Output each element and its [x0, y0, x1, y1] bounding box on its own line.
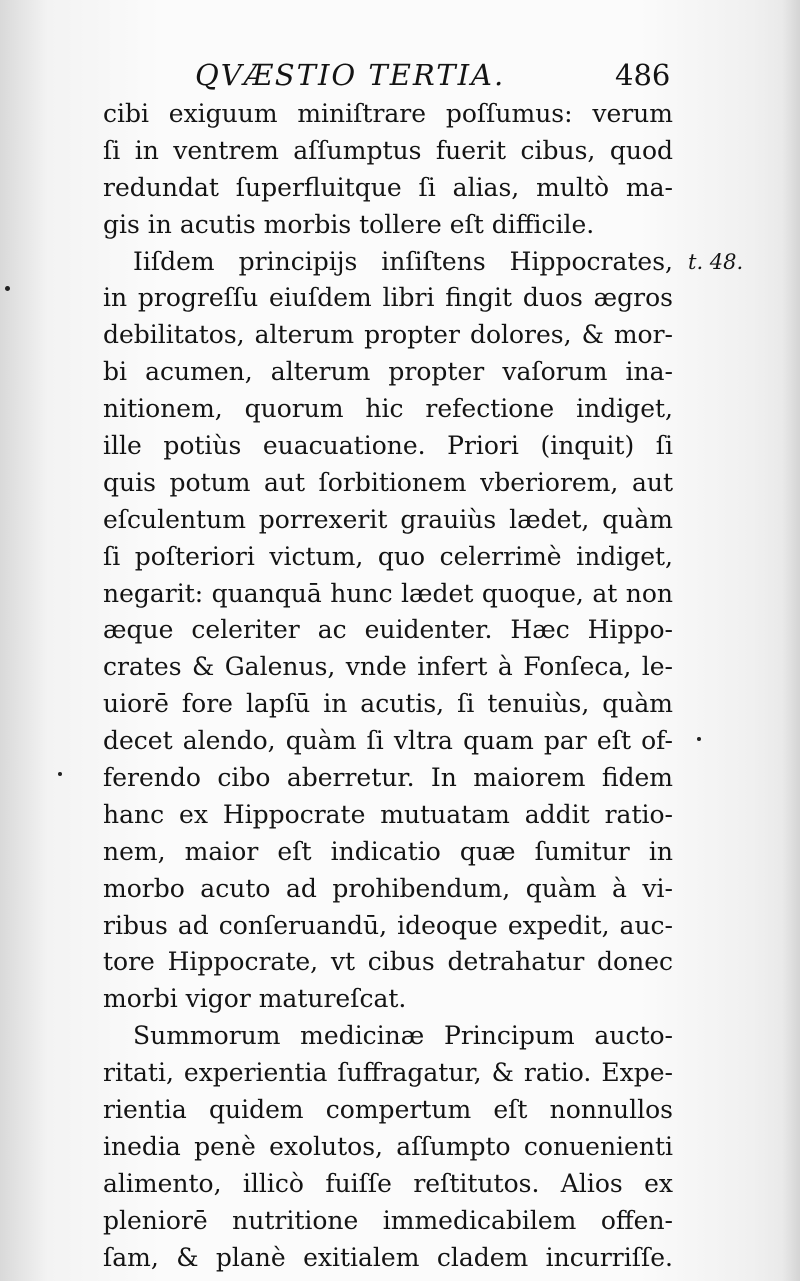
body-text [103, 96, 673, 1277]
text-line: ille potiùs euacuatione. Priori (inquit) ſi [103, 431, 673, 461]
text-line: ſam, & planè exitialem cladem incurriſſe. [103, 1242, 673, 1272]
text-line: uiorē fore lapſū in acutis, ſi tenuiùs, quàm [103, 689, 673, 719]
text-line: nitionem, quorum hic refectione indiget, [103, 394, 673, 424]
text-line: Summorum medicinæ Principum aucto- [133, 1021, 673, 1051]
text-line: morbi vigor matureſcat. [103, 984, 407, 1014]
text-line: hanc ex Hippocrate mutuatam addit ratio- [103, 799, 673, 829]
page-number: 486 [615, 58, 671, 92]
text-line: morbo acuto ad prohibendum, quàm à vi- [103, 873, 673, 903]
text-line: bi acumen, alterum propter vaſorum ina- [103, 357, 673, 387]
text-line: cibi exiguum miniſtrare poſſumus: verum [103, 99, 673, 128]
text-line: ſi in ventrem aſſumptus fuerit cibus, quod [103, 135, 673, 165]
text-line: redundat ſuperfluitque ſi alias, multò ma- [103, 172, 673, 202]
text-line: ritati, experientia ſuffragatur, & ratio. Expe- [103, 1058, 673, 1088]
text-line: ribus ad conſeruandū, ideoque expedit, auc- [103, 910, 673, 940]
page-edge-shadow [782, 0, 800, 1281]
margin-note: t. 48. [688, 250, 744, 274]
text-line: quis potum aut ſorbitionem vberiorem, aut [103, 467, 673, 497]
text-line: Iiſdem principijs inſiſtens Hippocrates, [133, 246, 673, 276]
page-header [195, 58, 675, 98]
text-line: nem, maior eſt indicatio quæ ſumitur in [103, 836, 673, 866]
ink-speck [58, 772, 62, 776]
text-line: eſculentum porrexerit grauiùs lædet, quàm [103, 504, 673, 534]
text-line: in progreſſu eiuſdem libri fingit duos ægros [103, 283, 673, 313]
text-line: alimento, illicò fuiſſe reſtitutos. Alios ex [103, 1168, 673, 1198]
text-line: tore Hippocrate, vt cibus detrahatur donec [103, 947, 673, 977]
text-line: æque celeriter ac euidenter. Hæc Hippo- [103, 615, 673, 645]
text-line: ferendo cibo aberretur. In maiorem fidem [103, 763, 673, 793]
text-line: crates & Galenus, vnde infert à Fonſeca, le- [103, 652, 673, 682]
text-line: ſi poſteriori victum, quo celerrimè indiget, [103, 541, 673, 571]
text-line: rientia quidem compertum eſt nonnullos [103, 1095, 673, 1125]
text-line: gis in acutis morbis tollere eſt difficile. [103, 209, 595, 239]
ink-speck [5, 286, 10, 291]
ink-speck [697, 737, 701, 741]
text-line: debilitatos, alterum propter dolores, & mor- [103, 320, 673, 350]
text-line: inedia penè exolutos, aſſumpto conuenienti [103, 1131, 673, 1161]
text-line: decet alendo, quàm ſi vltra quam par eſt of- [103, 726, 673, 756]
text-line: negarit: quanquā hunc lædet quoque, at non [103, 578, 673, 608]
running-head: QVÆSTIO TERTIA. [195, 58, 506, 92]
text-line: pleniorē nutritione immedicabilem offen- [103, 1205, 673, 1235]
